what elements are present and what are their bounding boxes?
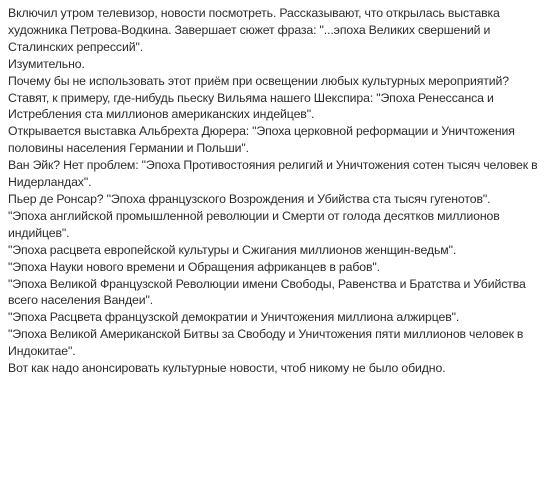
post-paragraph: "Эпоха английской промышленной революции и Смерти от голода десятков миллионов индийцев".: [8, 208, 500, 240]
post-paragraph: Ставят, к примеру, где-нибудь пьеску Вильяма нашего Шекспира: "Эпоха Ренессанса и Истребления ста миллионов американских индейцев".: [8, 90, 494, 122]
post-paragraph: Почему бы не использовать этот приём при освещении любых культурных мероприятий?: [8, 73, 509, 88]
post-paragraph: "Эпоха Великой Французской Революции имени Свободы, Равенства и Братства и Убийства всего населения Вандеи".: [8, 276, 526, 308]
post-paragraph: Открывается выставка Альбрехта Дюрера: "Эпоха церковной реформации и Уничтожения половины населения Германии и Польши".: [8, 124, 515, 156]
post-paragraph: Пьер де Ронсар? "Эпоха французского Возрождения и Убийства ста тысяч гугенотов".: [8, 191, 491, 206]
post-paragraph: "Эпоха Науки нового времени и Обращения африканцев в рабов".: [8, 259, 380, 274]
post-paragraph: "Эпоха расцвета европейской культуры и Сжигания миллионов женщин-ведьм".: [8, 242, 457, 257]
post-paragraph: Изумительно.: [8, 56, 85, 71]
post-body: [8, 5, 548, 377]
post-paragraph: "Эпоха Великой Американской Битвы за Свободу и Уничтожения пяти миллионов человек в Индокитае".: [8, 327, 524, 359]
post-paragraph: "Эпоха Расцвета французской демократии и Уничтожения миллиона алжирцев".: [8, 310, 460, 325]
post-paragraph: Вот как надо анонсировать культурные новости, чтоб никому не было обидно.: [8, 361, 446, 376]
post-paragraph: Ван Эйк? Нет проблем: "Эпоха Противостояния религий и Уничтожения сотен тысяч человек в Нидерландах".: [8, 158, 538, 190]
post-paragraph: Включил утром телевизор, новости посмотреть. Рассказывают, что открылась выставка художника Петрова-Водкина. Завершает сюжет фраза: "...эпоха Великих свершений и Сталинских репрессий".: [8, 6, 500, 54]
